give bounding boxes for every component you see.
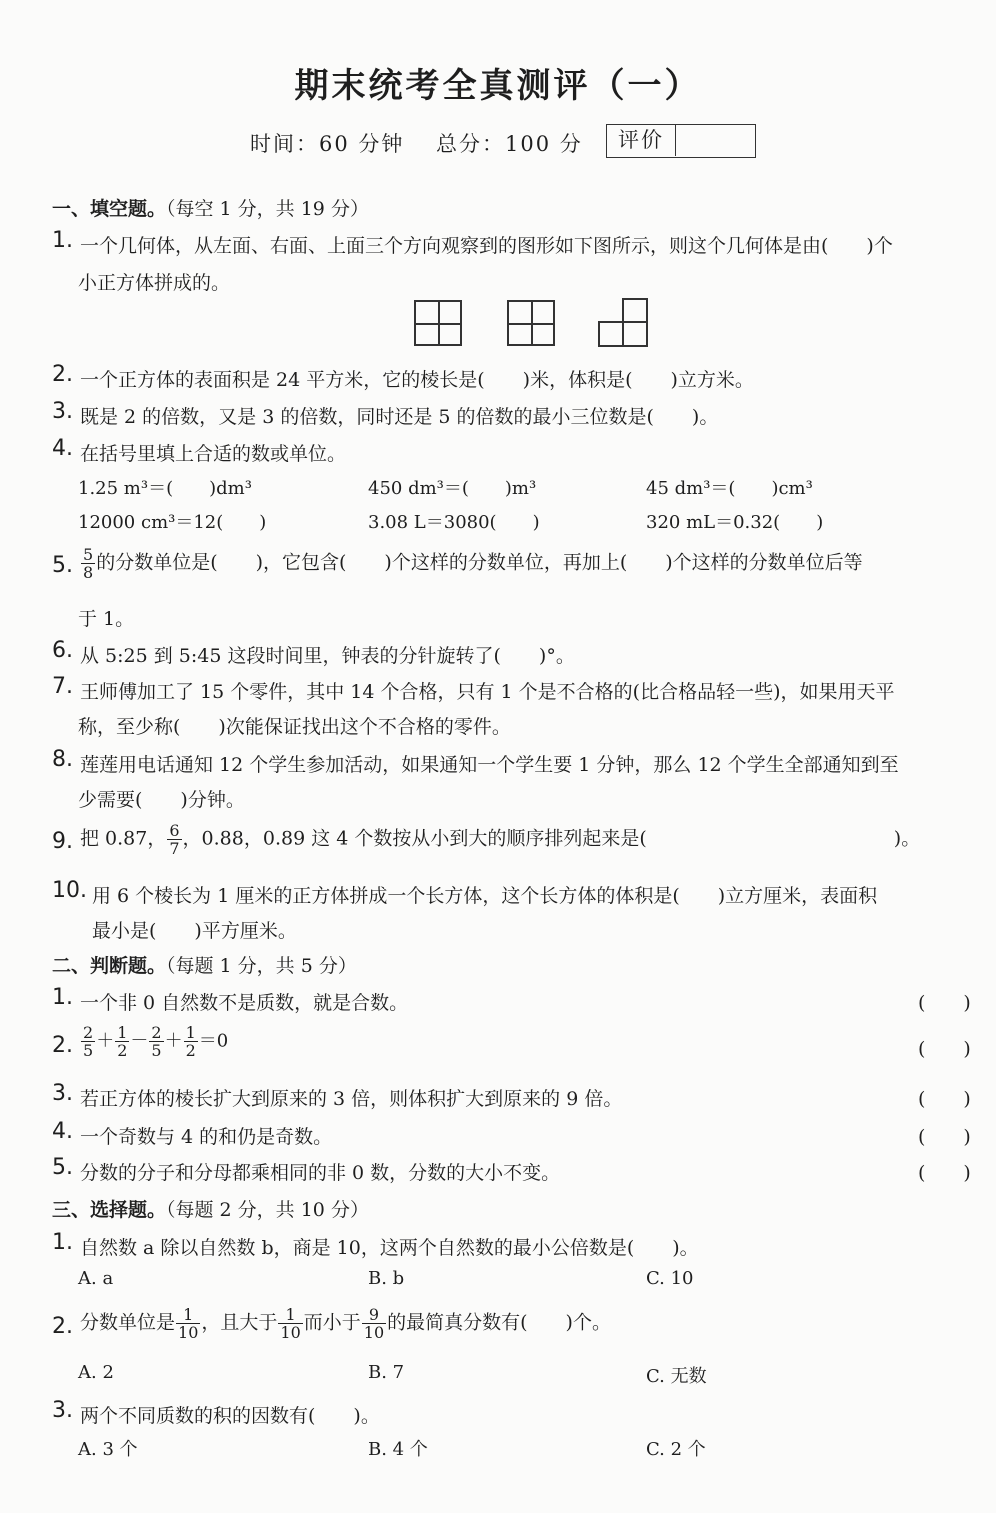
question-text: 既是 2 的倍数，又是 3 的倍数，同时还是 5 的倍数的最小三位数是( )。 [80,406,719,428]
section-note: （每题 2 分，共 10 分） [166,1199,369,1221]
question-text: 用 6 个棱长为 1 厘米的正方体拼成一个长方体，这个长方体的体积是( )立方厘米，表面积 [92,885,878,907]
question-number: 8. [52,747,73,772]
right-view-figure [507,300,555,346]
fill-item: 45 dm³＝( )cm³ [646,478,813,499]
question-text: 在括号里填上合适的数或单位。 [80,443,347,465]
fill-item: 1.25 m³＝( )dm³ [78,478,252,499]
page-title: 期末统考全真测评（一） [294,66,702,106]
question-text-line2: 称，至少称( )次能保证找出这个不合格的零件。 [78,716,511,738]
question-text: 王师傅加工了 15 个零件，其中 14 个合格，只有 1 个是不合格的(比合格品轻一些)，如果用天平 [80,681,895,703]
question-text: 自然数 a 除以自然数 b，商是 10，这两个自然数的最小公倍数是( )。 [80,1237,699,1259]
option-a: A. 3 个 [78,1439,138,1460]
exam-time: 时间：60 分钟 [250,132,405,156]
question-text: 从 5:25 到 5:45 这段时间里，钟表的分针旋转了( )°。 [80,645,575,667]
question-number: 10. [52,878,87,903]
question-text: 一个非 0 自然数不是质数，就是合数。 [80,992,409,1014]
answer-parentheses: ( ) [918,1162,971,1184]
section-title: 一、填空题。 [52,198,167,220]
question-text-line2: 小正方体拼成的。 [78,272,231,294]
question-text-line2: 于 1。 [78,608,135,630]
question-number: 4. [52,436,73,461]
question-number: 3. [52,1081,73,1106]
section-note: （每空 1 分，共 19 分） [166,198,369,220]
answer-parentheses: ( ) [918,1038,971,1060]
answer-parentheses: ( ) [918,1088,971,1110]
question-expression: $\frac{2}{5}$ ＋ $\frac{1}{2}$ － $\frac{2}{5}$ ＋ $\frac{1}{2}$ ＝0 [83,1023,229,1060]
section-title: 二、判断题。 [52,955,167,977]
question-text: $\frac{5}{8}$ 的分数单位是( )，它包含( )个这样的分数单位，再加上( )个这样的分数单位后等 [83,545,863,582]
question-text-line2: 最小是( )平方厘米。 [92,920,297,942]
question-text: 莲莲用电话通知 12 个学生参加活动，如果通知一个学生要 1 分钟，那么 12 个学生全部通知到至 [80,754,899,776]
question-number: 3. [52,1398,73,1423]
question-text: 把 0.87， $\frac{6}{7}$ ，0.88，0.89 这 4 个数按从小到大的顺序排列起来是( )。 [80,821,921,858]
fraction: $\frac{5}{8}$ [83,545,94,582]
question-text: 若正方体的棱长扩大到原来的 3 倍，则体积扩大到原来的 9 倍。 [80,1088,623,1110]
option-b: B. b [368,1268,405,1289]
question-number: 4. [52,1119,73,1144]
question-number: 9. [52,829,73,854]
question-number: 6. [52,638,73,663]
option-a: A. a [78,1268,114,1289]
section-judgment-header [52,951,357,978]
fill-item: 450 dm³＝( )m³ [368,478,537,499]
option-c: C. 2 个 [646,1439,706,1460]
question-number: 1. [52,1230,73,1255]
fill-item: 12000 cm³＝12( ) [78,512,267,533]
question-number: 1. [52,228,73,253]
section-choice-header [52,1195,369,1222]
question-text: 两个不同质数的积的因数有( )。 [80,1405,380,1427]
question-number: 2. [52,362,73,387]
question-number: 5. [52,553,73,578]
option-b: B. 7 [368,1362,405,1383]
question-number: 7. [52,674,73,699]
exam-total-score: 总分：100 分 [436,132,583,156]
section-note: （每题 1 分，共 5 分） [166,955,357,977]
question-number: 1. [52,985,73,1010]
question-text: 一个几何体，从左面、右面、上面三个方向观察到的图形如下图所示，则这个几何体是由( )个 [80,235,893,257]
fill-item: 3.08 L＝3080( ) [368,512,540,533]
section-fill-in-header [52,194,369,221]
answer-parentheses: ( ) [918,1126,971,1148]
option-c: C. 10 [646,1268,694,1289]
question-text: 一个奇数与 4 的和仍是奇数。 [80,1126,333,1148]
fraction: $\frac{6}{7}$ [169,821,180,858]
question-text: 一个正方体的表面积是 24 平方米，它的棱长是( )米，体积是( )立方米。 [80,369,754,391]
section-title: 三、选择题。 [52,1199,167,1221]
evaluation-box [606,124,756,158]
option-a: A. 2 [78,1362,114,1383]
evaluation-label: 评价 [607,125,676,156]
left-view-figure [414,300,462,346]
top-view-figure [598,298,650,348]
question-number: 3. [52,399,73,424]
question-number: 2. [52,1314,73,1339]
fill-item: 320 mL＝0.32( ) [646,512,824,533]
question-text-line2: 少需要( )分钟。 [78,789,245,811]
option-b: B. 4 个 [368,1439,428,1460]
option-c: C. 无数 [646,1366,707,1387]
question-text: 分数的分子和分母都乘相同的非 0 数，分数的大小不变。 [80,1162,561,1184]
question-number: 2. [52,1033,73,1058]
question-number: 5. [52,1155,73,1180]
answer-parentheses: ( ) [918,992,971,1014]
question-text: 分数单位是 $\frac{1}{10}$ ，且大于 $\frac{1}{10}$ 而小于 $\frac{9}{10}$ 的最简真分数有( )个。 [80,1305,611,1342]
